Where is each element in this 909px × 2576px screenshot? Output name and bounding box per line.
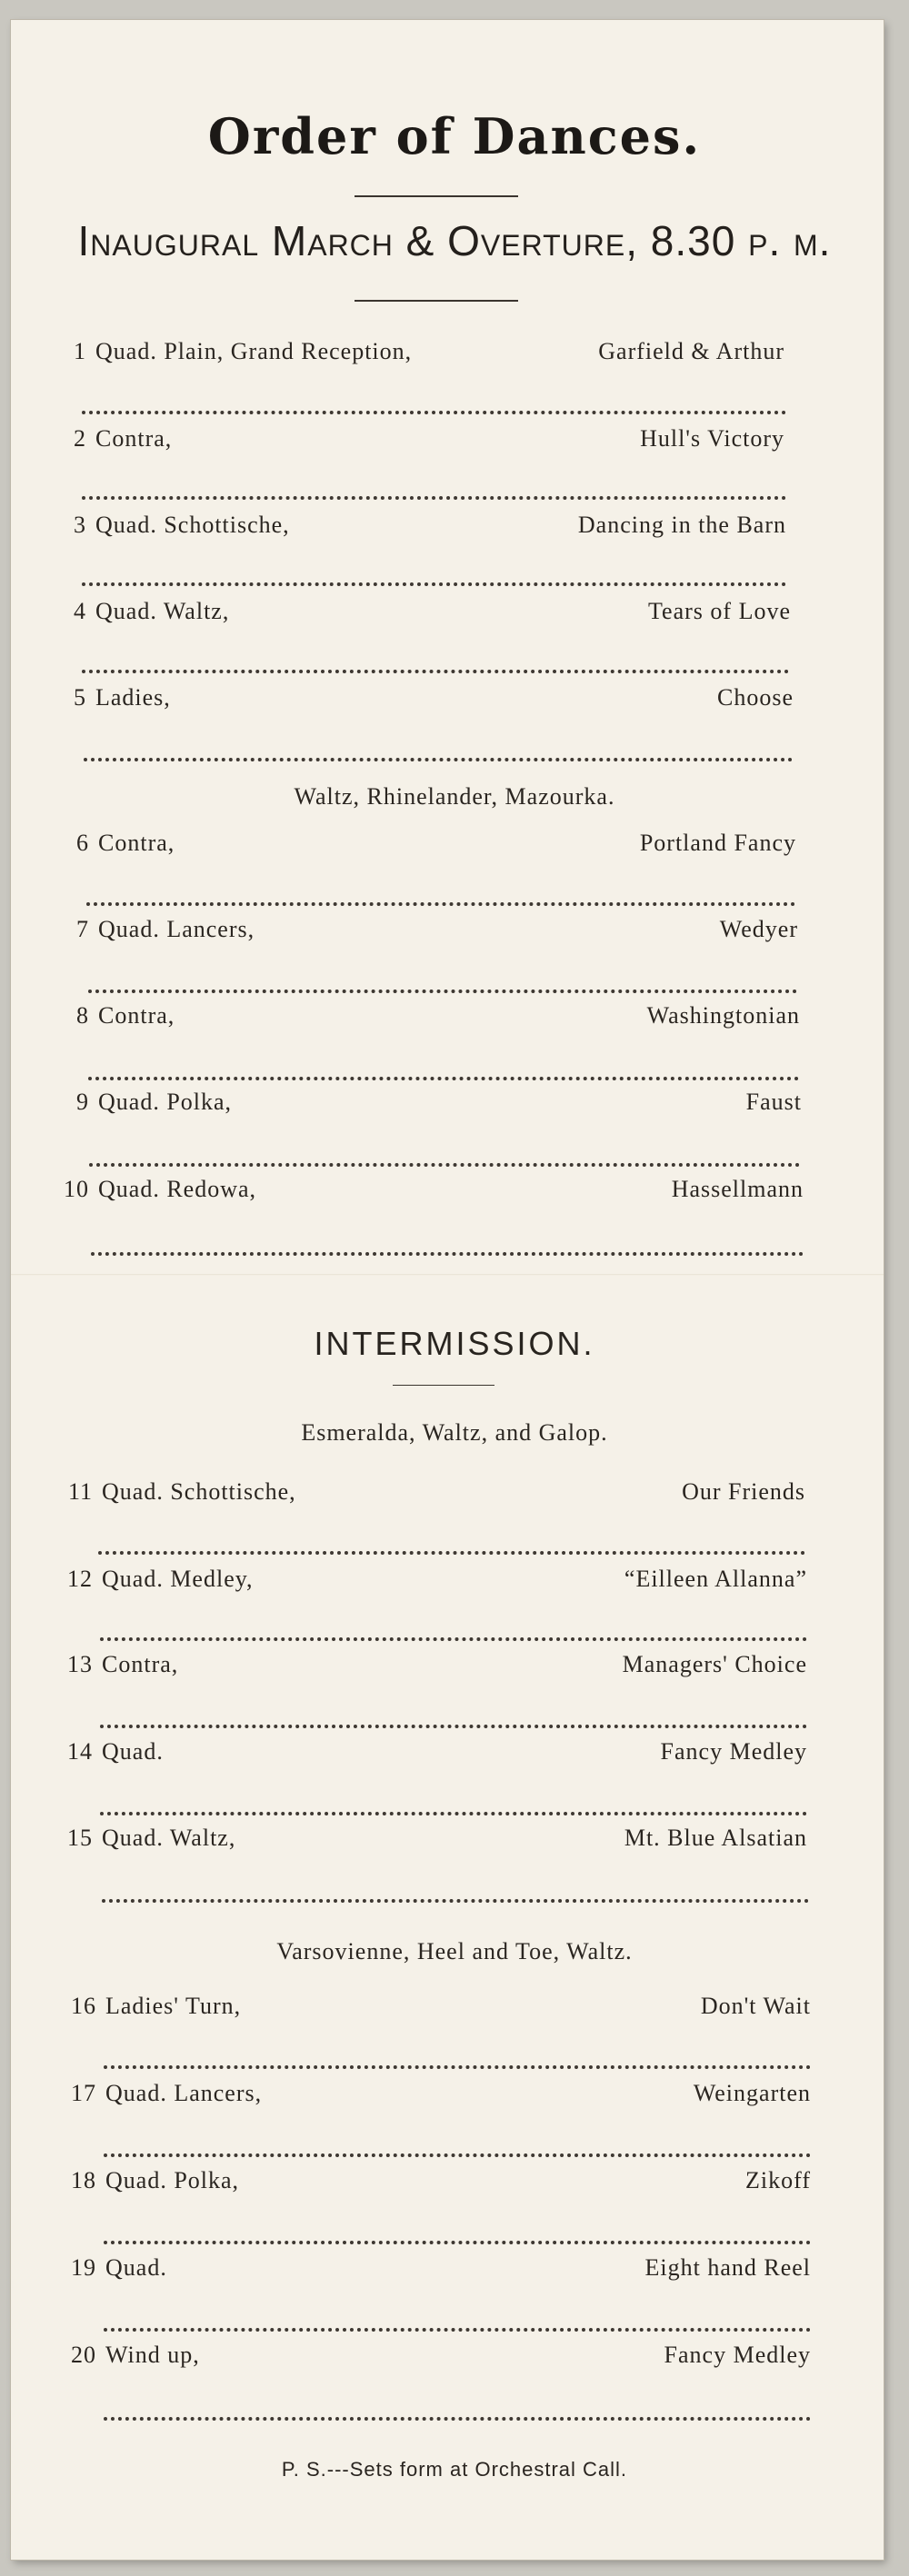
dance-row — [56, 1825, 807, 1870]
dotted-leader — [89, 1163, 800, 1167]
intermission-heading: INTERMISSION. — [314, 1325, 595, 1362]
dance-name: Contra, — [98, 1002, 175, 1029]
dotted-leader — [82, 411, 786, 414]
dotted-leader — [82, 582, 786, 586]
dance-name: Quad. Medley, — [102, 1566, 254, 1592]
dance-number: 19 — [71, 2254, 96, 2281]
dotted-leader — [98, 1551, 805, 1555]
dance-tune: Eight hand Reel — [644, 2254, 811, 2281]
dance-tune: “Eilleen Allanna” — [624, 1566, 807, 1592]
dotted-leader — [104, 2065, 811, 2069]
dance-name: Ladies' Turn, — [105, 1993, 242, 2019]
dance-number: 12 — [67, 1566, 93, 1592]
dotted-leader — [100, 1812, 807, 1815]
dance-name: Quad. Plain, Grand Reception, — [95, 338, 413, 364]
section-heading: Varsovienne, Heel and Toe, Waltz. — [276, 1938, 633, 1964]
dance-number: 5 — [74, 684, 86, 711]
section-heading: Esmeralda, Waltz, and Galop. — [301, 1419, 608, 1446]
dance-name: Quad. Waltz, — [95, 598, 230, 624]
dance-name: Quad. Lancers, — [98, 916, 255, 942]
dance-number: 3 — [74, 512, 86, 538]
dance-tune: Weingarten — [693, 2080, 811, 2106]
dance-row — [53, 1176, 804, 1221]
dance-name: Quad. Schottische, — [102, 1478, 296, 1505]
dance-tune: Choose — [717, 684, 794, 711]
title-rule — [355, 195, 518, 197]
dotted-leader — [91, 1252, 804, 1256]
dance-tune: Our Friends — [682, 1478, 805, 1505]
dance-number: 16 — [71, 1993, 96, 2019]
dotted-leader — [100, 1725, 807, 1728]
dance-row — [56, 1566, 807, 1611]
dance-row — [60, 2080, 811, 2125]
dance-tune: Fancy Medley — [660, 1738, 807, 1765]
dance-number: 11 — [67, 1478, 93, 1505]
dance-name: Contra, — [95, 425, 173, 452]
dance-tune: Dancing in the Barn — [577, 512, 786, 538]
dance-row — [50, 338, 784, 383]
dance-number: 18 — [71, 2167, 96, 2193]
dance-name: Wind up, — [105, 2342, 200, 2368]
dance-row — [60, 1993, 811, 2038]
dotted-leader — [88, 990, 797, 993]
dance-number: 7 — [76, 916, 89, 942]
dance-name: Quad. Waltz, — [102, 1825, 236, 1851]
dance-name: Quad. — [105, 2254, 167, 2281]
dance-row — [53, 916, 798, 961]
dotted-leader — [86, 902, 795, 906]
dance-name: Ladies, — [95, 684, 171, 711]
dance-number: 20 — [71, 2342, 96, 2368]
intermission-rule — [393, 1385, 494, 1386]
dance-name: Contra, — [98, 830, 175, 856]
dance-row — [60, 2254, 811, 2300]
dance-row — [56, 1478, 805, 1524]
dotted-leader — [104, 2328, 811, 2332]
dance-row — [60, 2342, 811, 2387]
dance-row — [53, 1002, 800, 1048]
dance-name: Quad. Redowa, — [98, 1176, 257, 1202]
dance-row — [53, 830, 796, 875]
dance-tune: Managers' Choice — [622, 1651, 807, 1677]
section-heading: Waltz, Rhinelander, Mazourka. — [294, 783, 615, 810]
dance-number: 8 — [76, 1002, 89, 1029]
dance-tune: Tears of Love — [647, 598, 791, 624]
dotted-leader — [104, 2153, 811, 2157]
subtitle-rule — [355, 300, 518, 302]
dotted-leader — [82, 496, 786, 500]
dance-number: 13 — [67, 1651, 93, 1677]
dance-tune: Hassellmann — [671, 1176, 804, 1202]
fold-crease — [11, 1274, 884, 1276]
dance-row — [50, 598, 791, 643]
dance-name: Quad. Lancers, — [105, 2080, 263, 2106]
dance-row — [56, 1738, 807, 1784]
dance-tune: Hull's Victory — [640, 425, 784, 452]
dotted-leader — [84, 758, 793, 761]
dance-name: Quad. Polka, — [105, 2167, 240, 2193]
dance-number: 10 — [64, 1176, 89, 1202]
dance-tune: Garfield & Arthur — [598, 338, 784, 364]
page-title: Order of Dances. — [207, 107, 702, 165]
dance-name: Contra, — [102, 1651, 179, 1677]
dance-number: 4 — [74, 598, 86, 624]
dotted-leader — [100, 1637, 807, 1641]
dance-number: 17 — [71, 2080, 96, 2106]
dance-tune: Portland Fancy — [639, 830, 796, 856]
dotted-leader — [102, 1899, 809, 1903]
dance-row — [56, 1651, 807, 1696]
dance-number: 14 — [67, 1738, 93, 1765]
dance-row — [50, 425, 784, 471]
dance-tune: Zikoff — [745, 2167, 811, 2193]
dance-row — [60, 2167, 811, 2213]
dance-tune: Wedyer — [719, 916, 798, 942]
dance-number: 15 — [67, 1825, 93, 1851]
subtitle: Inaugural March & Overture, 8.30 p. m. — [77, 217, 832, 264]
dance-row — [50, 684, 794, 730]
footer-note: P. S.---Sets form at Orchestral Call. — [281, 2458, 628, 2481]
dance-tune: Don't Wait — [700, 1993, 811, 2019]
dotted-leader — [104, 2417, 811, 2421]
dotted-leader — [82, 670, 789, 673]
dance-tune: Mt. Blue Alsatian — [624, 1825, 807, 1851]
dance-row — [50, 512, 786, 557]
dance-row — [53, 1089, 802, 1134]
dance-number: 9 — [76, 1089, 89, 1115]
dotted-leader — [104, 2241, 811, 2244]
dance-tune: Faust — [745, 1089, 802, 1115]
dance-number: 6 — [76, 830, 89, 856]
dotted-leader — [88, 1077, 799, 1080]
dance-name: Quad. — [102, 1738, 164, 1765]
dance-name: Quad. Polka, — [98, 1089, 233, 1115]
dance-number: 1 — [74, 338, 86, 364]
dance-tune: Washingtonian — [646, 1002, 800, 1029]
dance-name: Quad. Schottische, — [95, 512, 290, 538]
dance-number: 2 — [74, 425, 86, 452]
dance-tune: Fancy Medley — [664, 2342, 811, 2368]
